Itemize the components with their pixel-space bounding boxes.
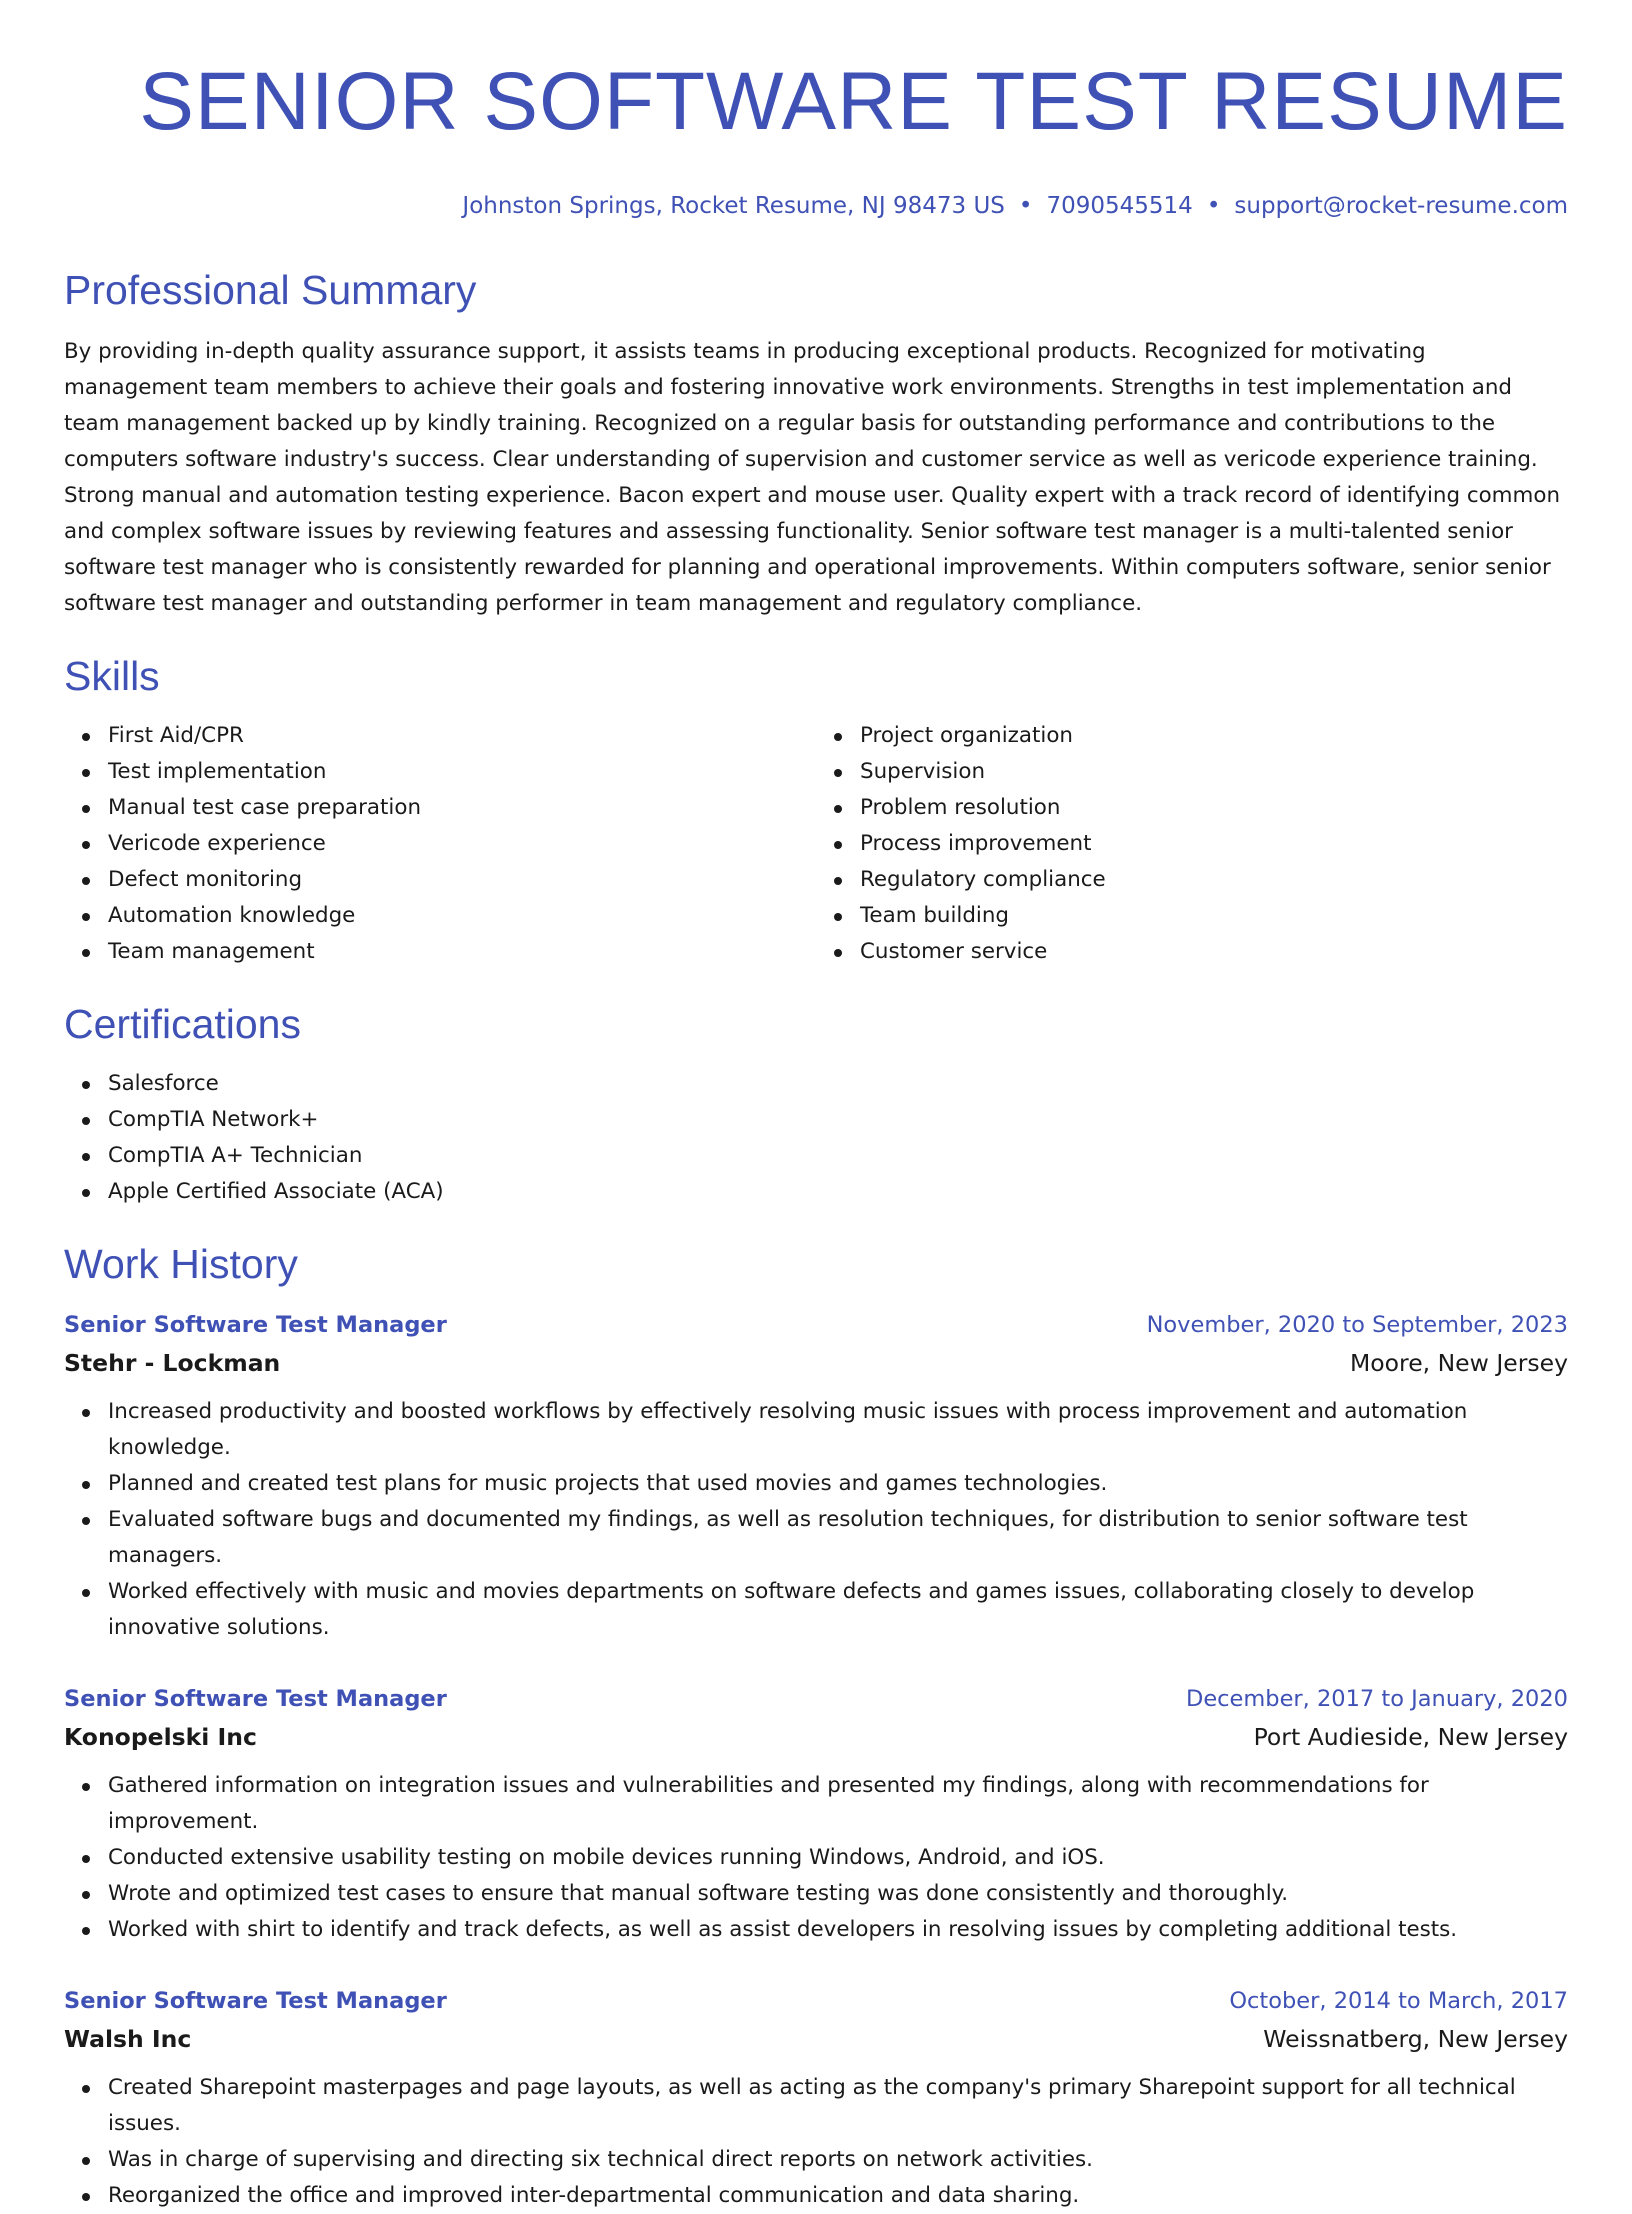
skills-list-left	[64, 718, 816, 970]
job-location: Weissnatberg, New Jersey	[1263, 2025, 1568, 2053]
job-company-row	[64, 1718, 1568, 1756]
job-bullet: Evaluated software bugs and documented my findings, as well as resolution techniques, for distribution to senior software test managers.	[108, 1502, 1568, 1574]
contact-email: support@rocket-resume.com	[1234, 193, 1568, 219]
job-bullets	[64, 1768, 1568, 1948]
job-company-row	[64, 1344, 1568, 1382]
job-bullets	[64, 2070, 1568, 2214]
job-header-row	[64, 1982, 1568, 2020]
certification-item: Apple Certified Associate (ACA)	[108, 1174, 1568, 1210]
skill-item: Automation knowledge	[108, 898, 816, 934]
job-location: Port Audieside, New Jersey	[1253, 1723, 1568, 1751]
skill-item: Problem resolution	[860, 790, 1568, 826]
skill-item: First Aid/CPR	[108, 718, 816, 754]
job-bullet: Conducted extensive usability testing on mobile devices running Windows, Android, and iOS.	[108, 1840, 1568, 1876]
skill-item: Manual test case preparation	[108, 790, 816, 826]
job-title: Senior Software Test Manager	[64, 1312, 447, 1338]
job-entry	[64, 1982, 1568, 2214]
resume-page	[64, 0, 1568, 2214]
contact-separator: •	[1018, 193, 1033, 219]
summary-heading: Professional Summary	[64, 267, 477, 313]
certifications-heading: Certifications	[64, 1001, 301, 1047]
job-company: Walsh Inc	[64, 2025, 192, 2053]
skills-heading: Skills	[64, 653, 160, 699]
skill-item: Project organization	[860, 718, 1568, 754]
job-bullets	[64, 1394, 1568, 1646]
skill-item: Vericode experience	[108, 826, 816, 862]
job-bullet: Wrote and optimized test cases to ensure that manual software testing was done consistently and thoroughly.	[108, 1876, 1568, 1912]
job-dates: December, 2017 to January, 2020	[1186, 1686, 1568, 1712]
work-history-heading: Work History	[64, 1241, 298, 1287]
job-header-row	[64, 1306, 1568, 1344]
skills-columns	[64, 718, 1568, 970]
skill-item: Process improvement	[860, 826, 1568, 862]
skill-item: Team building	[860, 898, 1568, 934]
job-bullet: Planned and created test plans for music projects that used movies and games technologies.	[108, 1466, 1568, 1502]
summary-text: By providing in-depth quality assurance support, it assists teams in producing exceptional products. Recognized for motivating management team members to achieve their goals and fostering innovative work environments. Strengths in test implementation and team management backed up by kindly training. Recognized on a regular basis for outstanding performance and contributions to the computers software industry's success. Clear understanding of supervision and customer service as well as vericode experience training. Strong manual and automation testing experience. Bacon expert and mouse user. Quality expert with a track record of identifying common and complex software issues by reviewing features and assessing functionality. Senior software test manager is a multi-talented senior software test manager who is consistently rewarded for planning and operational improvements. Within computers software, senior senior software test manager and outstanding performer in team management and regulatory compliance.	[64, 339, 1560, 616]
job-location: Moore, New Jersey	[1350, 1349, 1568, 1377]
job-bullet: Was in charge of supervising and directing six technical direct reports on network activities.	[108, 2142, 1568, 2178]
job-dates: November, 2020 to September, 2023	[1146, 1312, 1568, 1338]
certification-item: CompTIA A+ Technician	[108, 1138, 1568, 1174]
contact-address: Johnston Springs, Rocket Resume, NJ 98473 US	[462, 193, 1005, 219]
job-title: Senior Software Test Manager	[64, 1686, 447, 1712]
contact-phone: 7090545514	[1046, 193, 1193, 219]
skill-item: Team management	[108, 934, 816, 970]
certifications-list	[64, 1066, 1568, 1210]
skill-item: Test implementation	[108, 754, 816, 790]
job-company-row	[64, 2020, 1568, 2058]
skill-item: Supervision	[860, 754, 1568, 790]
job-bullet: Gathered information on integration issues and vulnerabilities and presented my findings, along with recommendations for improvement.	[108, 1768, 1568, 1840]
skill-item: Regulatory compliance	[860, 862, 1568, 898]
skill-item: Customer service	[860, 934, 1568, 970]
job-header-row	[64, 1680, 1568, 1718]
job-bullet: Increased productivity and boosted workflows by effectively resolving music issues with process improvement and automation knowledge.	[108, 1394, 1568, 1466]
skills-list-right	[816, 718, 1568, 970]
job-bullet: Reorganized the office and improved inter-departmental communication and data sharing.	[108, 2178, 1568, 2214]
job-entry	[64, 1680, 1568, 1948]
job-bullet: Worked effectively with music and movies departments on software defects and games issues, collaborating closely to develop innovative solutions.	[108, 1574, 1568, 1646]
job-entry	[64, 1306, 1568, 1646]
certification-item: Salesforce	[108, 1066, 1568, 1102]
job-company: Stehr - Lockman	[64, 1349, 281, 1377]
contact-line	[64, 190, 1568, 222]
job-title: Senior Software Test Manager	[64, 1988, 447, 2014]
job-company: Konopelski Inc	[64, 1723, 257, 1751]
resume-title: SENIOR SOFTWARE TEST RESUME	[139, 56, 1568, 147]
job-bullet: Created Sharepoint masterpages and page layouts, as well as acting as the company's primary Sharepoint support for all technical issues.	[108, 2070, 1568, 2142]
job-bullet: Worked with shirt to identify and track defects, as well as assist developers in resolving issues by completing additional tests.	[108, 1912, 1568, 1948]
job-dates: October, 2014 to March, 2017	[1229, 1988, 1568, 2014]
certification-item: CompTIA Network+	[108, 1102, 1568, 1138]
contact-separator: •	[1206, 193, 1221, 219]
skill-item: Defect monitoring	[108, 862, 816, 898]
